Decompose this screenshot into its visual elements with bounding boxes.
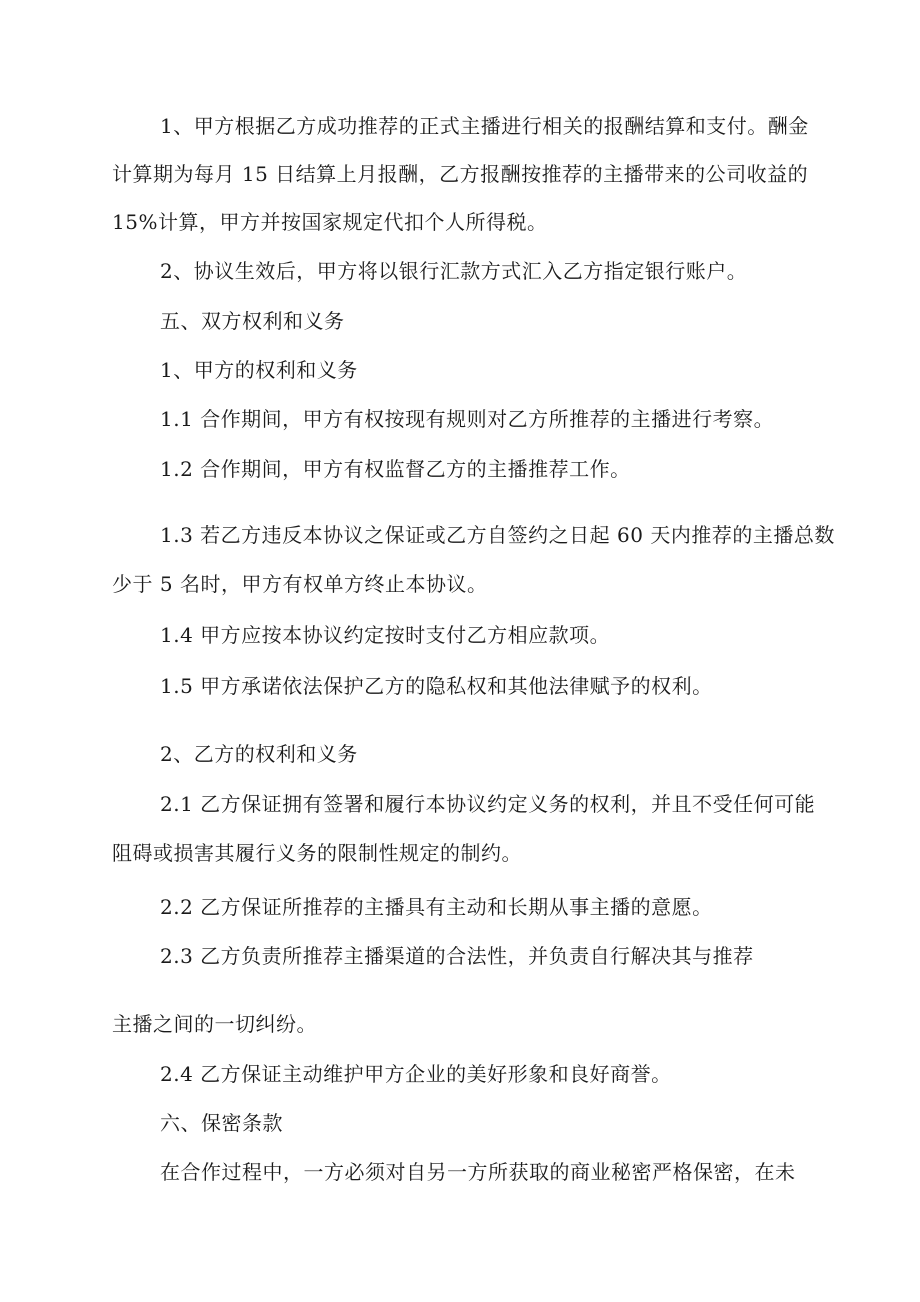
text-line: 在合作过程中，一方必须对自另一方所获取的商业秘密严格保密，在未 xyxy=(160,1160,796,1184)
text-line: 主播之间的一切纠纷。 xyxy=(112,1012,317,1036)
subsection-heading: 2、乙方的权利和义务 xyxy=(160,742,358,766)
text-line: 少于 5 名时，甲方有权单方终止本协议。 xyxy=(112,572,488,596)
text-line: 2.1 乙方保证拥有签署和履行本协议约定义务的权利，并且不受任何可能 xyxy=(160,792,816,816)
text-line: 15%计算，甲方并按国家规定代扣个人所得税。 xyxy=(112,210,548,234)
text-line: 2、协议生效后，甲方将以银行汇款方式汇入乙方指定银行账户。 xyxy=(160,259,748,283)
text-line: 2.3 乙方负责所推荐主播渠道的合法性，并负责自行解决其与推荐 xyxy=(160,944,754,968)
text-line: 计算期为每月 15 日结算上月报酬，乙方报酬按推荐的主播带来的公司收益的 xyxy=(112,162,809,186)
text-line: 1.2 合作期间，甲方有权监督乙方的主播推荐工作。 xyxy=(160,457,631,481)
text-line: 1.3 若乙方违反本协议之保证或乙方自签约之日起 60 天内推荐的主播总数 xyxy=(160,523,835,547)
text-line: 阻碍或损害其履行义务的限制性规定的制约。 xyxy=(112,841,522,865)
section-heading: 五、双方权利和义务 xyxy=(160,309,345,333)
text-line: 2.4 乙方保证主动维护甲方企业的美好形象和良好商誉。 xyxy=(160,1062,672,1086)
text-line: 1.1 合作期间，甲方有权按现有规则对乙方所推荐的主播进行考察。 xyxy=(160,407,775,431)
text-line: 1.4 甲方应按本协议约定按时支付乙方相应款项。 xyxy=(160,623,611,647)
text-line: 1.5 甲方承诺依法保护乙方的隐私权和其他法律赋予的权利。 xyxy=(160,674,713,698)
section-heading: 六、保密条款 xyxy=(160,1111,283,1135)
text-line: 1、甲方根据乙方成功推荐的正式主播进行相关的报酬结算和支付。酬金 xyxy=(160,114,809,138)
text-line: 2.2 乙方保证所推荐的主播具有主动和长期从事主播的意愿。 xyxy=(160,895,713,919)
subsection-heading: 1、甲方的权利和义务 xyxy=(160,358,358,382)
